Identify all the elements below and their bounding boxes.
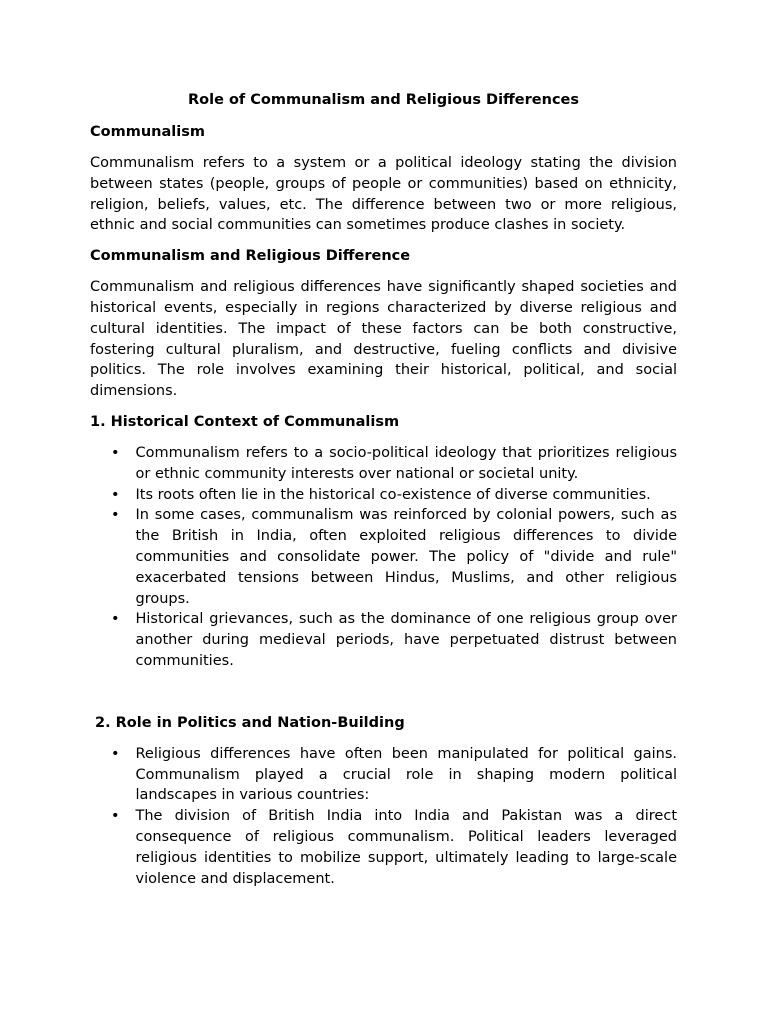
list-item-text: Religious differences have often been manipulated for political gains. Communalism played a crucial role in shaping modern political landscapes in various countries: (135, 745, 677, 804)
document-title: Role of Communalism and Religious Differences (187, 92, 580, 108)
document-page (90, 90, 677, 889)
list-item (90, 744, 677, 806)
section-paragraph-communalism-religious-difference: Communalism and religious differences have significantly shaped societies and historical events, especially in regions characterized by diverse religious and cultural identities. The impact of these factors can be both constructive, fostering cultural pluralism, and destructive, fueling conflicts and divisive politics. The role involves examining their historical, political, and social dimensions. (90, 279, 677, 400)
bullet-icon: • (111, 745, 120, 762)
list-item (90, 443, 677, 485)
bullet-list-historical-context (90, 443, 677, 672)
list-item (90, 609, 677, 671)
section-heading-historical-context: 1. Historical Context of Communalism (90, 413, 400, 430)
list-item-text: Communalism refers to a socio-political ideology that prioritizes religious or ethnic community interests over national or societal unity. (135, 444, 677, 482)
list-item-text: The division of British India into India and Pakistan was a direct consequence of religious communalism. Political leaders leveraged religious identities to mobilize support, ultimately leading to large-scale violence and displacement. (135, 808, 677, 887)
list-item-text: Its roots often lie in the historical co-existence of diverse communities. (135, 486, 651, 503)
section-paragraph-communalism: Communalism refers to a system or a political ideology stating the division between states (people, groups of people or communities) based on ethnicity, religion, beliefs, values, etc. The difference between two or more religious, ethnic and social communities can sometimes produce clashes in society. (90, 155, 677, 234)
list-item (90, 505, 677, 609)
list-item-text: Historical grievances, such as the dominance of one religious group over another during medieval periods, have perpetuated distrust between communities. (135, 611, 677, 669)
section-heading-communalism: Communalism (90, 124, 205, 140)
list-item (90, 806, 677, 889)
list-item-text: In some cases, communalism was reinforced by colonial powers, such as the British in India, often exploited religious differences to divide communities and consolidate power. The policy of "divide and rule" exacerbated tensions between Hindus, Muslims, and other religious groups. (135, 507, 677, 607)
section-heading-communalism-religious-difference: Communalism and Religious Difference (90, 248, 411, 265)
bullet-list-politics-nation-building (90, 744, 677, 890)
list-item (90, 485, 677, 506)
bullet-icon: • (111, 444, 120, 461)
bullet-icon: • (111, 507, 120, 524)
bullet-icon: • (111, 486, 120, 503)
bullet-icon: • (111, 808, 120, 825)
bullet-icon: • (111, 611, 120, 628)
section-heading-politics-nation-building: 2. Role in Politics and Nation-Building (95, 714, 405, 731)
